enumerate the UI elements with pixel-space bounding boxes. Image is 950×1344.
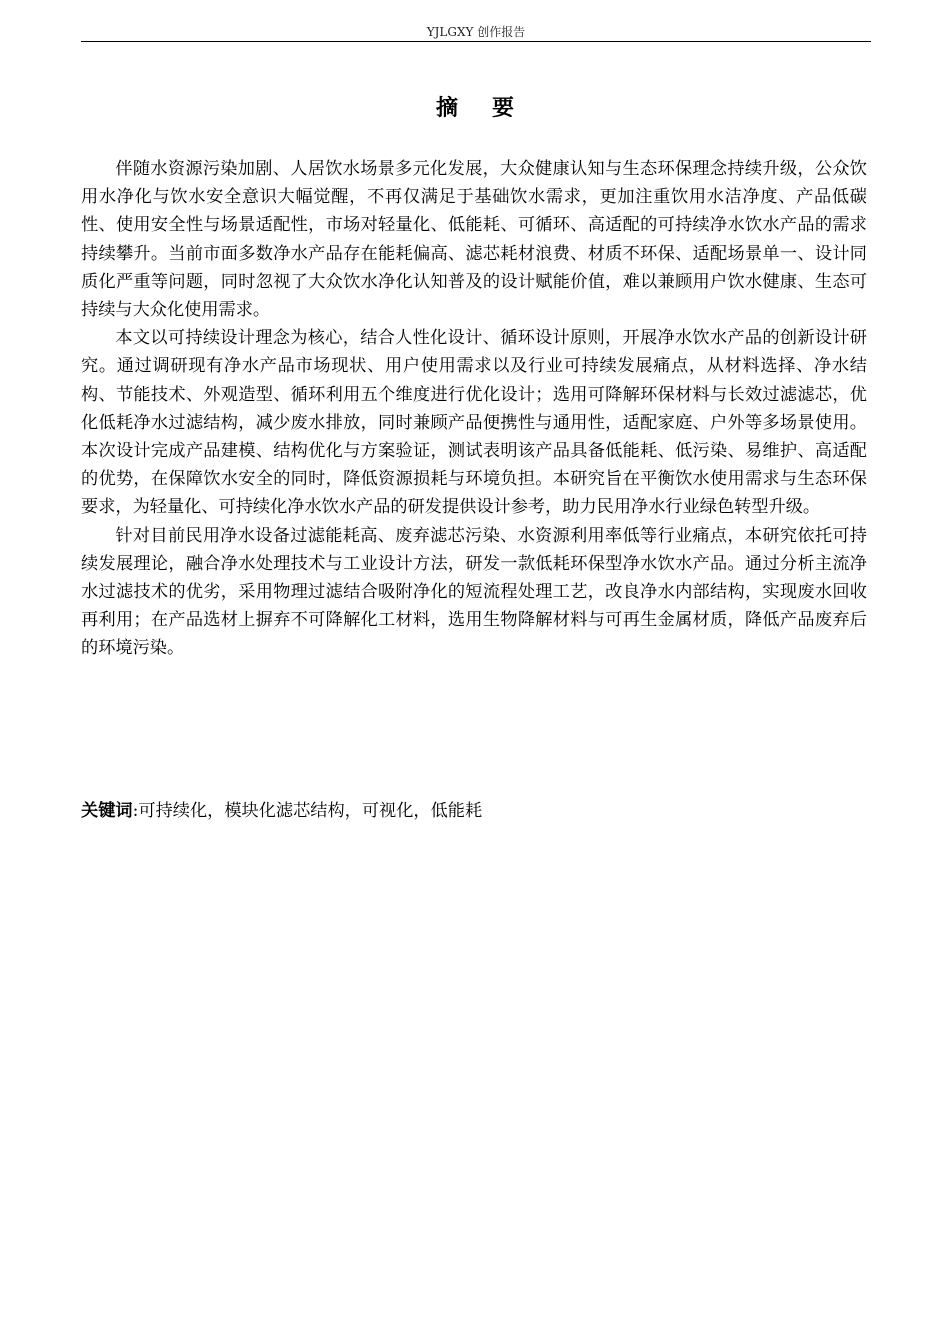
abstract-body bbox=[81, 155, 867, 663]
keywords-label: 关键词 bbox=[81, 801, 133, 821]
keywords-separator: : bbox=[132, 801, 139, 821]
keywords-value: 可持续化，模块化滤芯结构，可视化，低能耗 bbox=[138, 801, 483, 821]
abstract-paragraph: 本文以可持续设计理念为核心，结合人性化设计、循环设计原则，开展净水饮水产品的创新设计研究。通过调研现有净水产品市场现状、用户使用需求以及行业可持续发展痛点，从材料选择、净水结构、节能技术、外观造型、循环利用五个维度进行优化设计；选用可降解环保材料与长效过滤滤芯，优化低耗净水过滤结构，减少废水排放，同时兼顾产品便携性与通用性，适配家庭、户外等多场景使用。本次设计完成产品建模、结构优化与方案验证，测试表明该产品具备低能耗、低污染、易维护、高适配的优势，在保障饮水安全的同时，降低资源损耗与环境负担。本研究旨在平衡饮水使用需求与生态环保要求，为轻量化、可持续化净水饮水产品的研发提供设计参考，助力民用净水行业绿色转型升级。 bbox=[81, 328, 867, 518]
abstract-paragraph: 针对目前民用净水设备过滤能耗高、废弃滤芯污染、水资源利用率低等行业痛点，本研究依托可持续发展理论，融合净水处理技术与工业设计方法，研发一款低耗环保型净水饮水产品。通过分析主流净水过滤技术的优劣，采用物理过滤结合吸附净化的短流程处理工艺，改良净水内部结构，实现废水回收再利用；在产品选材上摒弃不可降解化工材料，选用生物降解材料与可再生金属材质，降低产品废弃后的环境污染。 bbox=[81, 525, 867, 659]
abstract-paragraph: 伴随水资源污染加剧、人居饮水场景多元化发展，大众健康认知与生态环保理念持续升级，公众饮用水净化与饮水安全意识大幅觉醒，不再仅满足于基础饮水需求，更加注重饮用水洁净度、产品低碳性、使用安全性与场景适配性，市场对轻量化、低能耗、可循环、高适配的可持续净水饮水产品的需求持续攀升。当前市面多数净水产品存在能耗偏高、滤芯耗材浪费、材质不环保、适配场景单一、设计同质化严重等问题，同时忽视了大众饮水净化认知普及的设计赋能价值，难以兼顾用户饮水健康、生态可持续与大众化使用需求。 bbox=[81, 159, 867, 321]
page-header bbox=[81, 24, 871, 42]
header-text: YJLGXY 创作报告 bbox=[426, 25, 526, 39]
page-title: 摘要 bbox=[435, 96, 548, 121]
keywords-line bbox=[81, 797, 867, 825]
